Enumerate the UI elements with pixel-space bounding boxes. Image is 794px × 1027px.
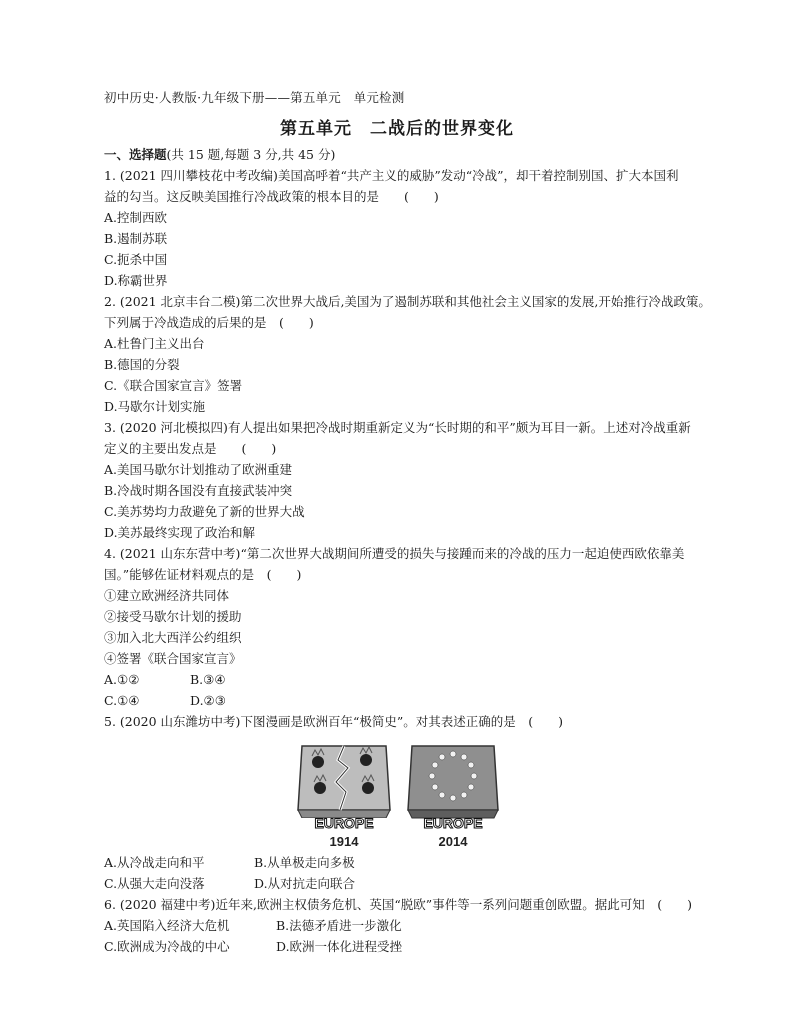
question-stem: 1. (2021 四川攀枝花中考改编)美国高呼着“共产主义的威胁”发动“冷战”，却干着控制别国、扩大本国利 (104, 168, 679, 183)
question-stem: 2. (2021 北京丰台二模)第二次世界大战后,美国为了遏制苏联和其他社会主义国家的发展,开始推行冷战政策。 (104, 294, 711, 309)
question-1 (104, 165, 704, 291)
question-stem: 6. (2020 福建中考)近年来,欧洲主权债务危机、英国“脱欧”事件等一系列问题重创欧盟。据此可知 ( ) (104, 897, 692, 912)
option-a[interactable]: A.控制西欧 (104, 210, 168, 225)
option-a[interactable]: A.美国马歇尔计划推动了欧洲重建 (104, 462, 293, 477)
option-c[interactable]: C.从强大走向没落 (104, 876, 205, 891)
option-a[interactable]: A.从冷战走向和平 (104, 855, 205, 870)
option-a[interactable]: A.英国陷入经济大危机 (104, 918, 230, 933)
option-c[interactable]: C.①④ (104, 693, 140, 708)
section-note: (共 15 题,每题 3 分,共 45 分) (166, 147, 336, 162)
material-item-2: ②接受马歇尔计划的援助 (104, 609, 242, 624)
material-item-4: ④签署《联合国家宣言》 (104, 651, 242, 666)
europe-1914-label: EUROPE (314, 815, 374, 831)
option-d[interactable]: D.马歇尔计划实施 (104, 399, 206, 414)
option-b[interactable]: B.法德矛盾进一步激化 (276, 918, 402, 933)
option-a[interactable]: A.①② (104, 672, 140, 687)
page-header: 初中历史·人教版·九年级下册——第五单元 单元检测 (104, 90, 405, 105)
option-row (104, 852, 704, 873)
option-b[interactable]: B.从单极走向多极 (254, 855, 355, 870)
option-d[interactable]: D.称霸世界 (104, 273, 168, 288)
option-c[interactable]: C.欧洲成为冷战的中心 (104, 939, 230, 954)
option-row (104, 936, 704, 957)
option-d[interactable]: D.从对抗走向联合 (254, 876, 356, 891)
question-stem-cont: 益的勾当。这反映美国推行冷战政策的根本目的是 ( ) (104, 189, 439, 204)
europe-2014-label: EUROPE (423, 815, 483, 831)
option-c[interactable]: C.《联合国家宣言》签署 (104, 378, 243, 393)
question-stem-cont: 下列属于冷战造成的后果的是 ( ) (104, 315, 314, 330)
question-stem-cont: 国。”能够佐证材料观点的是 ( ) (104, 567, 302, 582)
question-stem: 5. (2020 山东潍坊中考)下图漫画是欧洲百年“极简史”。对其表述正确的是 ( ) (104, 714, 563, 729)
question-stem: 3. (2020 河北模拟四)有人提出如果把冷战时期重新定义为“长时期的和平”颇为耳目一新。上述对冷战重新 (104, 420, 691, 435)
section-label: 一、选择题 (104, 147, 167, 162)
option-b[interactable]: B.③④ (190, 672, 226, 687)
question-6 (104, 894, 704, 957)
option-a[interactable]: A.杜鲁门主义出台 (104, 336, 205, 351)
europe-2014-year: 2014 (438, 834, 468, 849)
option-b[interactable]: B.冷战时期各国没有直接武装冲突 (104, 483, 293, 498)
section-heading (104, 144, 704, 165)
europe-cartoon (104, 738, 704, 850)
option-c[interactable]: C.扼杀中国 (104, 252, 168, 267)
option-c[interactable]: C.美苏势均力敌避免了新的世界大战 (104, 504, 305, 519)
option-row (104, 690, 704, 711)
question-2 (104, 291, 711, 417)
option-d[interactable]: D.②③ (190, 693, 226, 708)
material-item-3: ③加入北大西洋公约组织 (104, 630, 242, 645)
option-d[interactable]: D.美苏最终实现了政治和解 (104, 525, 256, 540)
option-row (104, 873, 704, 894)
europe-2014-panel (408, 746, 498, 818)
option-row (104, 669, 704, 690)
page-title: 第五单元 二战后的世界变化 (280, 119, 514, 139)
question-4 (104, 543, 704, 711)
material-item-1: ①建立欧洲经济共同体 (104, 588, 230, 603)
question-3 (104, 417, 704, 543)
question-5 (104, 711, 704, 894)
question-list (104, 144, 711, 957)
option-row (104, 915, 704, 936)
option-b[interactable]: B.遏制苏联 (104, 231, 168, 246)
europe-1914-year: 1914 (329, 834, 359, 849)
option-b[interactable]: B.德国的分裂 (104, 357, 180, 372)
question-stem-cont: 定义的主要出发点是 ( ) (104, 441, 277, 456)
europe-cartoon-image (294, 738, 504, 850)
option-d[interactable]: D.欧洲一体化进程受挫 (276, 939, 403, 954)
question-stem: 4. (2021 山东东营中考)“第二次世界大战期间所遭受的损失与接踵而来的冷战的压力一起迫使西欧依靠美 (104, 546, 685, 561)
